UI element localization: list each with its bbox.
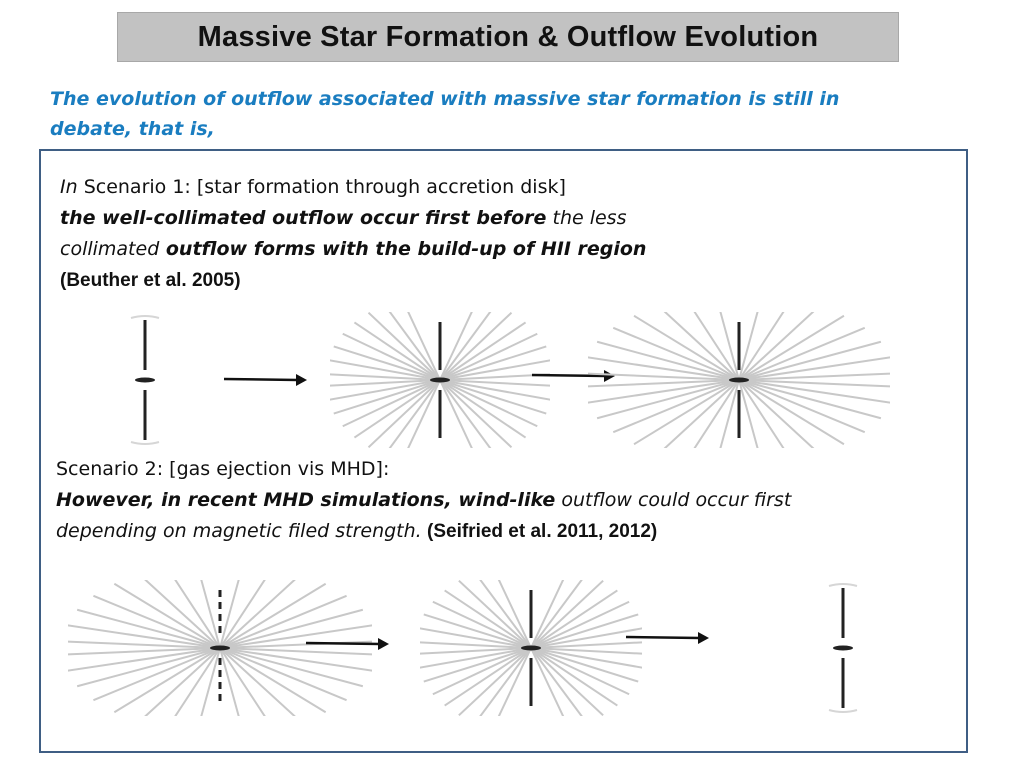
intro-line-1: The evolution of outflow associated with massive star formation is still in (50, 88, 840, 110)
scenario-2-line-2-italic: outflow could occur first (555, 489, 792, 511)
scenario-1-citation: (Beuther et al. 2005) (60, 270, 241, 291)
right-arrow-icon (304, 634, 390, 652)
scenario-1-line-3-italic: collimated (60, 238, 160, 260)
scenario-2-text (56, 454, 976, 547)
scenario-2-line-2 (56, 485, 976, 516)
intro-text (50, 84, 990, 144)
scenario-2-line-3-italic: depending on magnetic filed strength. (56, 520, 422, 542)
scenario-1-line-3 (60, 234, 820, 265)
scenario-2-line-3 (56, 516, 976, 547)
scenario-1-line-3-bold: outflow forms with the build-up of HII region (159, 238, 647, 260)
scenario-1-line-2 (60, 203, 820, 234)
outflow-stage-1-medium-icon (330, 312, 550, 448)
scenario-1-heading (60, 172, 820, 203)
outflow-stage-1-wide-icon (588, 312, 890, 448)
page-title: Massive Star Formation & Outflow Evolution (197, 20, 819, 53)
outflow-stage-2-medium-icon (420, 580, 642, 716)
outflow-stage-1-narrow-icon (100, 312, 190, 448)
scenario-2-heading: Scenario 2: [gas ejection vis MHD]: (56, 458, 390, 480)
scenario-2-line-2-bold: However, in recent MHD simulations, wind-like (56, 489, 556, 511)
scenario-1-heading-text: Scenario 1: [star formation through accretion disk] (77, 176, 566, 198)
scenario-1-line-2-italic: the less (546, 207, 627, 229)
intro-line-2: debate, that is, (50, 118, 215, 140)
right-arrow-icon (222, 370, 308, 388)
scenario-2-citation: (Seifried et al. 2011, 2012) (421, 521, 658, 542)
scenario-1-prefix: In (60, 176, 78, 198)
outflow-stage-2-narrow-icon (798, 580, 888, 716)
right-arrow-icon (624, 628, 710, 646)
scenario-1-text (60, 172, 820, 296)
title-banner (117, 12, 899, 62)
scenario-1-line-2-bold: the well-collimated outflow occur first before (60, 207, 547, 229)
